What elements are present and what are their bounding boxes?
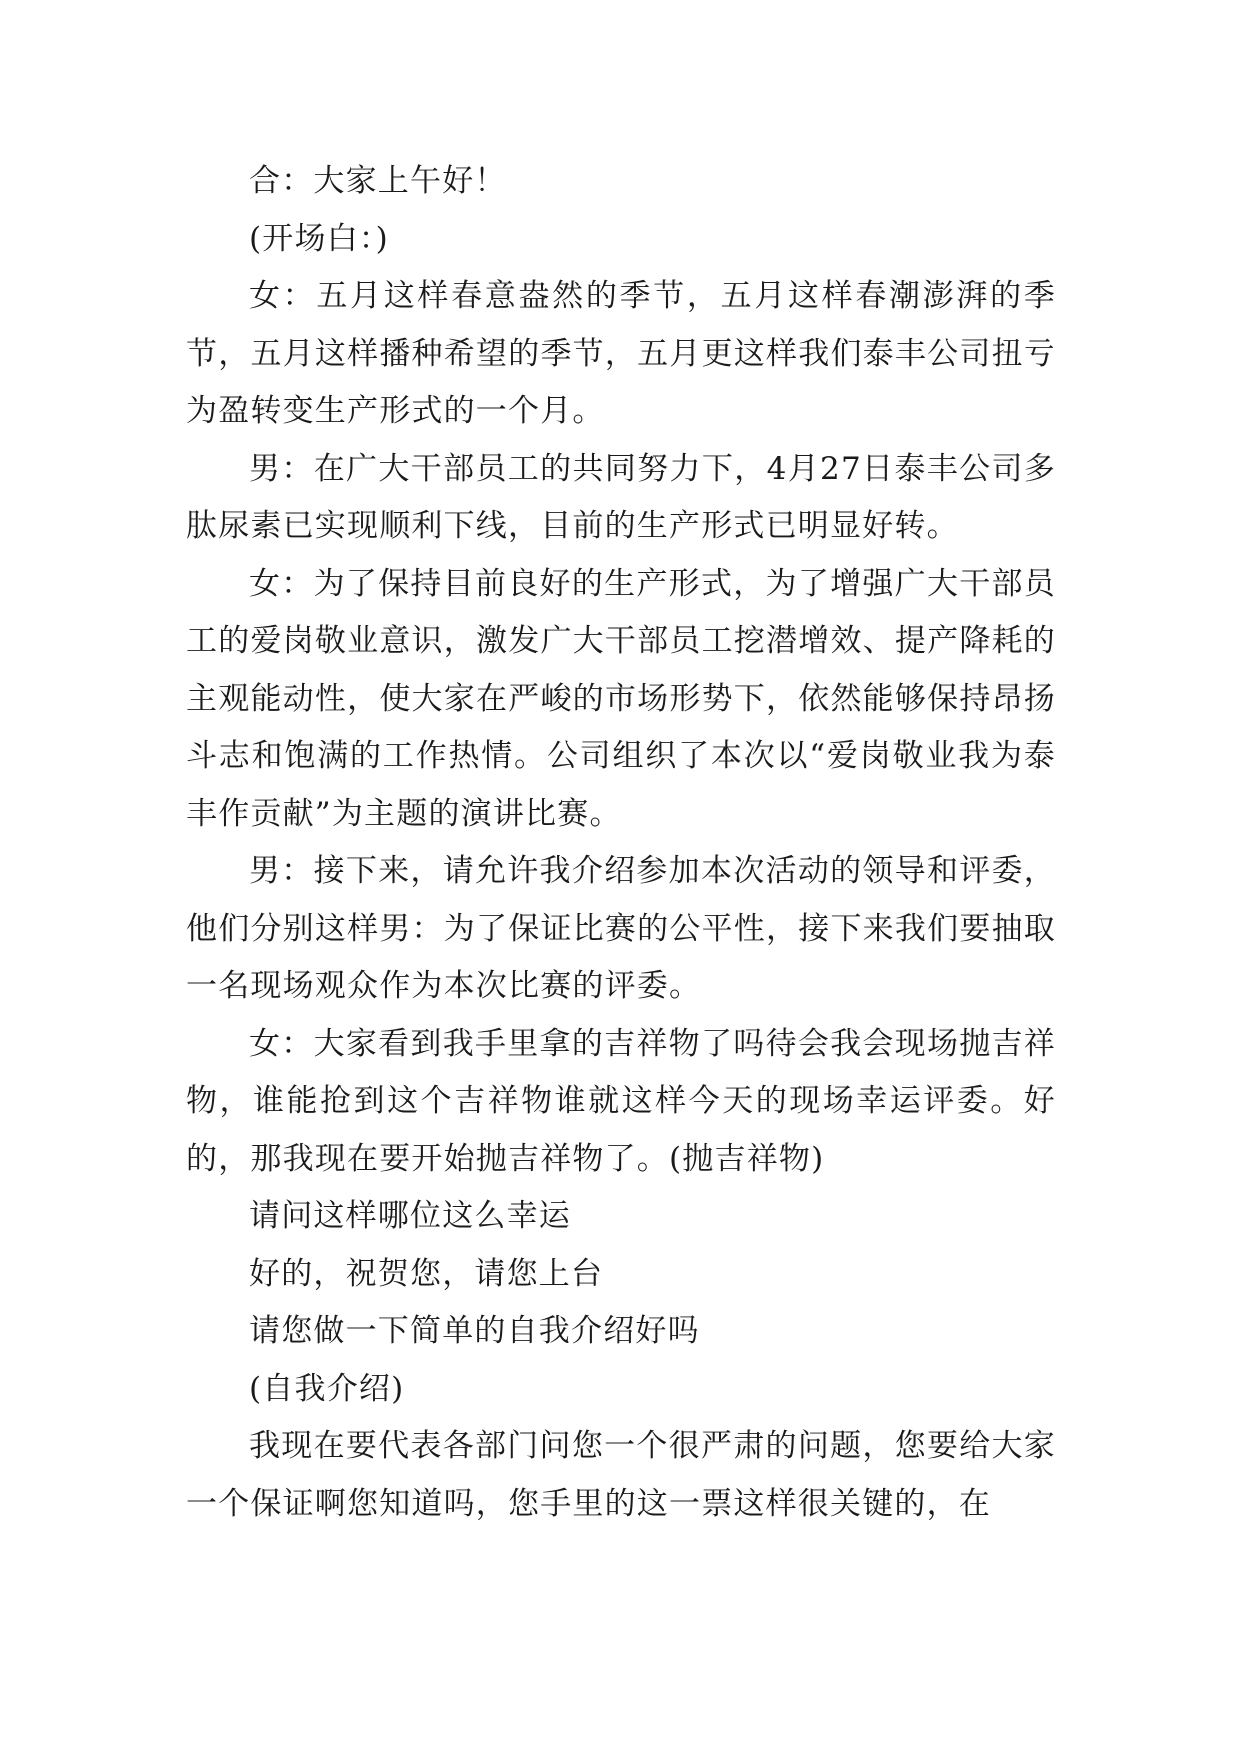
- paragraph-5: 女：为了保持目前良好的生产形式，为了增强广大干部员工的爱岗敬业意识，激发广大干部员工挖潜增效、提产降耗的主观能动性，使大家在严峻的市场形势下，依然能够保持昂扬斗志和饱满的工作热情。公司组织了本次以“爱岗敬业我为泰丰作贡献”为主题的演讲比赛。: [186, 565, 1056, 832]
- paragraph-2: (开场白：): [249, 220, 389, 257]
- paragraph-6: 男：接下来，请允许我介绍参加本次活动的领导和评委，他们分别这样男：为了保证比赛的公平性，接下来我们要抽取一名现场观众作为本次比赛的评委。: [186, 853, 1056, 1004]
- paragraph-7: 女：大家看到我手里拿的吉祥物了吗待会我会现场抛吉祥物，谁能抢到这个吉祥物谁就这样今天的现场幸运评委。好的，那我现在要开始抛吉祥物了。(抛吉祥物): [186, 1025, 1056, 1177]
- paragraph-4: 男：在广大干部员工的共同努力下，4月27日泰丰公司多肽尿素已实现顺利下线，目前的生产形式已明显好转。: [186, 450, 1056, 544]
- paragraph-1: 合：大家上午好！: [249, 163, 507, 199]
- paragraph-10: 请您做一下简单的自我介绍好吗: [249, 1313, 700, 1349]
- paragraph-3: 女：五月这样春意盎然的季节，五月这样春潮澎湃的季节，五月这样播种希望的季节，五月更这样我们泰丰公司扭亏为盈转变生产形式的一个月。: [186, 278, 1056, 429]
- paragraph-9: 好的，祝贺您，请您上台: [249, 1255, 604, 1292]
- document-body: [186, 153, 1056, 1533]
- paragraph-8: 请问这样哪位这么幸运: [249, 1198, 571, 1234]
- paragraph-11: (自我介绍): [249, 1370, 405, 1407]
- paragraph-12: 我现在要代表各部门问您一个很严肃的问题，您要给大家一个保证啊您知道吗，您手里的这一票这样很关键的，在: [186, 1428, 1056, 1522]
